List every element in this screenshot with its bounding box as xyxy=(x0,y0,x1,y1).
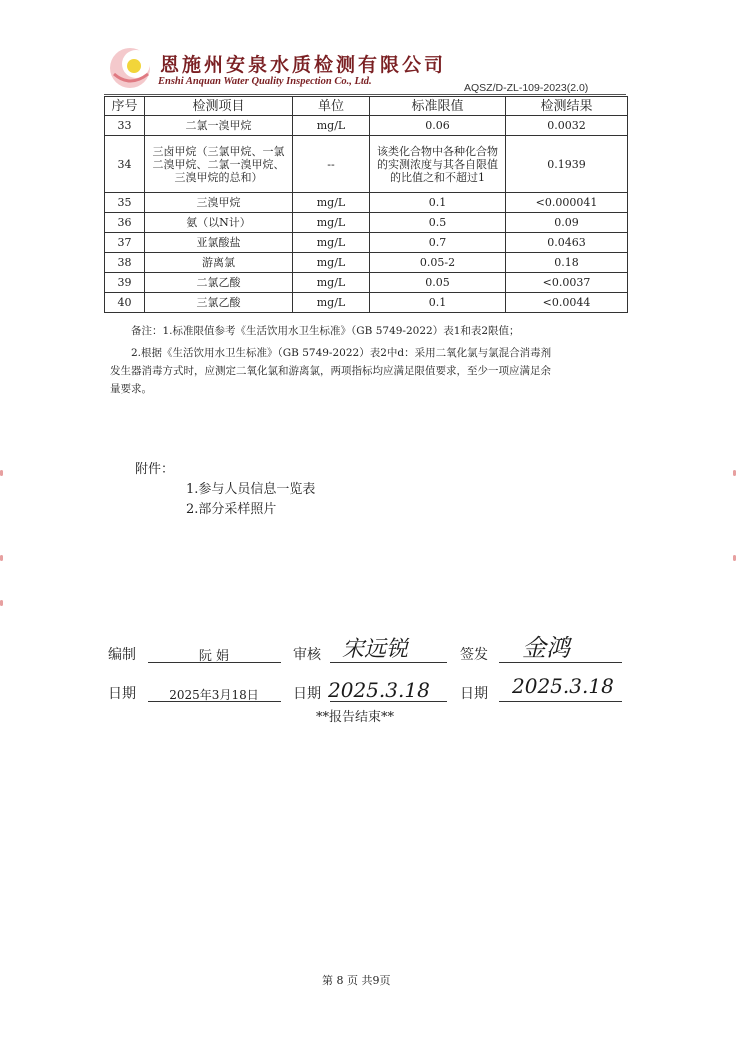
table-row xyxy=(105,116,628,136)
header-item: 检测项目 xyxy=(145,97,293,116)
review-date-line xyxy=(330,701,447,702)
company-name-en: Enshi Anquan Water Quality Inspection Co., Ltd. xyxy=(158,76,372,87)
row-item: 亚氯酸盐 xyxy=(145,233,293,253)
document-code: AQSZ/D-ZL-109-2023(2.0) xyxy=(464,82,589,94)
results-table xyxy=(104,96,628,313)
approve-date-label: 日期 xyxy=(460,686,488,702)
row-no: 40 xyxy=(105,293,145,313)
row-result: 0.18 xyxy=(506,253,628,273)
row-unit: mg/L xyxy=(293,213,370,233)
note-2-line-3: 量要求。 xyxy=(110,383,152,395)
note-2-line-2: 发生器消毒方式时，应测定二氧化氯和游离氯，两项指标均应满足限值要求，至少一项应满足余 xyxy=(110,365,551,377)
row-result: 0.0032 xyxy=(506,116,628,136)
attachment-item: 1.参与人员信息一览表 xyxy=(186,482,316,497)
row-item: 三溴甲烷 xyxy=(145,193,293,213)
report-end-mark: **报告结束** xyxy=(316,710,395,725)
row-no: 34 xyxy=(105,136,145,193)
row-result: 0.0463 xyxy=(506,233,628,253)
table-row xyxy=(105,193,628,213)
row-result: <0.0037 xyxy=(506,273,628,293)
edge-mark xyxy=(0,470,3,476)
row-item: 三氯乙酸 xyxy=(145,293,293,313)
compiled-label: 编制 xyxy=(108,647,136,663)
row-limit: 该类化合物中各种化合物的实测浓度与其各自限值的比值之和不超过1 xyxy=(370,136,506,193)
review-line xyxy=(330,662,447,663)
row-item: 二氯乙酸 xyxy=(145,273,293,293)
note-1: 备注：1.标准限值参考《生活饮用水卫生标准》（GB 5749-2022）表1和表2限值； xyxy=(131,325,520,337)
table-header-row xyxy=(105,97,628,116)
company-logo xyxy=(108,44,160,92)
compiled-date-label: 日期 xyxy=(108,686,136,702)
table-row xyxy=(105,293,628,313)
edge-mark xyxy=(733,470,736,476)
review-label: 审核 xyxy=(293,647,321,663)
row-unit: mg/L xyxy=(293,193,370,213)
row-result: <0.0044 xyxy=(506,293,628,313)
row-unit: mg/L xyxy=(293,116,370,136)
table-row xyxy=(105,233,628,253)
approve-line xyxy=(499,662,622,663)
row-limit: 0.05 xyxy=(370,273,506,293)
row-no: 36 xyxy=(105,213,145,233)
table-row xyxy=(105,273,628,293)
row-no: 37 xyxy=(105,233,145,253)
row-no: 35 xyxy=(105,193,145,213)
compiled-date: 2025年3月18日 xyxy=(169,688,259,702)
review-signature: 宋远锐 xyxy=(342,637,409,662)
approve-date: 2025.3.18 xyxy=(512,674,614,698)
row-no: 38 xyxy=(105,253,145,273)
row-item: 三卤甲烷（三氯甲烷、一氯二溴甲烷、二氯一溴甲烷、三溴甲烷的总和） xyxy=(145,136,293,193)
row-result: 0.09 xyxy=(506,213,628,233)
compiled-by: 阮 娟 xyxy=(198,649,230,664)
approve-label: 签发 xyxy=(460,647,488,663)
header-result: 检测结果 xyxy=(506,97,628,116)
row-unit: mg/L xyxy=(293,253,370,273)
row-unit: mg/L xyxy=(293,273,370,293)
header-limit: 标准限值 xyxy=(370,97,506,116)
row-item: 二氯一溴甲烷 xyxy=(145,116,293,136)
row-limit: 0.1 xyxy=(370,193,506,213)
attachment-item: 2.部分采样照片 xyxy=(186,502,277,517)
header-unit: 单位 xyxy=(293,97,370,116)
header-no: 序号 xyxy=(105,97,145,116)
review-date-label: 日期 xyxy=(293,686,321,702)
row-item: 游离氯 xyxy=(145,253,293,273)
row-limit: 0.06 xyxy=(370,116,506,136)
row-unit: -- xyxy=(293,136,370,193)
row-result: 0.1939 xyxy=(506,136,628,193)
edge-mark xyxy=(0,555,3,561)
row-item: 氨（以N计） xyxy=(145,213,293,233)
row-no: 39 xyxy=(105,273,145,293)
company-name-cn: 恩施州安泉水质检测有限公司 xyxy=(160,54,447,76)
row-unit: mg/L xyxy=(293,293,370,313)
compiled-date-line xyxy=(148,701,281,702)
edge-mark xyxy=(0,600,3,606)
table-row xyxy=(105,136,628,193)
attachments-title: 附件： xyxy=(135,462,175,477)
row-unit: mg/L xyxy=(293,233,370,253)
row-limit: 0.05-2 xyxy=(370,253,506,273)
approve-signature: 金鸿 xyxy=(522,634,570,662)
row-limit: 0.5 xyxy=(370,213,506,233)
approve-date-line xyxy=(499,701,622,702)
row-no: 33 xyxy=(105,116,145,136)
header-rule xyxy=(104,94,626,95)
review-date: 2025.3.18 xyxy=(328,678,430,702)
table-row xyxy=(105,253,628,273)
page-number: 第 8 页 共9页 xyxy=(322,974,391,987)
row-limit: 0.7 xyxy=(370,233,506,253)
row-result: <0.000041 xyxy=(506,193,628,213)
row-limit: 0.1 xyxy=(370,293,506,313)
compiled-line xyxy=(148,662,281,663)
note-2-line-1: 2.根据《生活饮用水卫生标准》（GB 5749-2022）表2中d：采用二氧化氯与氯混合消毒剂 xyxy=(131,347,552,359)
table-row xyxy=(105,213,628,233)
edge-mark xyxy=(733,555,736,561)
